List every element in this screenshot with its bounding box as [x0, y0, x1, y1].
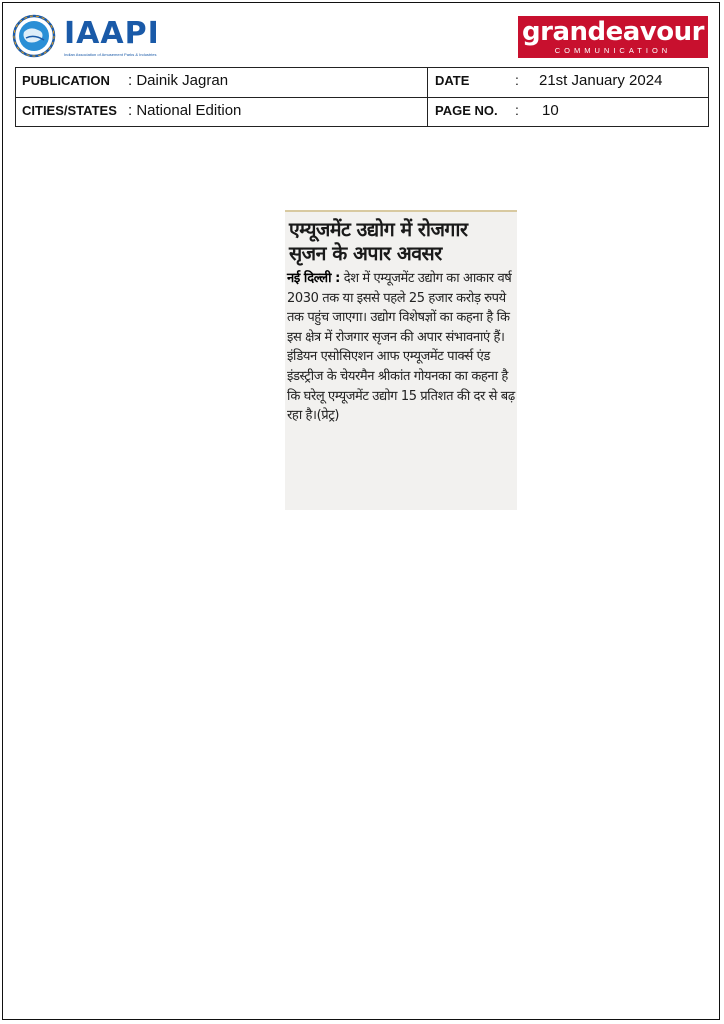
date-value: 21st January 2024	[539, 72, 663, 89]
iaapi-logo	[12, 14, 160, 58]
grandeavour-logo-text: grandeavour	[522, 17, 704, 47]
publication-label: PUBLICATION	[22, 73, 110, 88]
article-dateline: नई दिल्ली :	[287, 271, 340, 286]
globe-emblem-icon	[12, 14, 56, 58]
page-border	[2, 2, 720, 1020]
article-body	[287, 269, 515, 426]
publication-info-table	[15, 67, 709, 127]
cities-label: CITIES/STATES	[22, 103, 117, 118]
publication-value: : Dainik Jagran	[128, 72, 229, 89]
clipping-top-rule	[285, 210, 517, 212]
iaapi-logo-text: IAAPI	[64, 16, 160, 51]
grandeavour-logo-subtitle: COMMUNICATION	[554, 46, 672, 55]
article-credit: (प्रेट्र)	[316, 408, 340, 424]
news-clipping	[285, 210, 517, 510]
article-headline: एम्यूजमेंट उद्योग में रोजगार सृजन के अपार अवसर	[289, 218, 468, 265]
page-label: PAGE NO.	[435, 103, 498, 118]
date-colon: :	[515, 72, 519, 88]
page-value: 10	[542, 102, 559, 119]
grandeavour-logo	[518, 16, 708, 58]
table-divider-horizontal	[16, 97, 708, 98]
date-label: DATE	[435, 73, 470, 88]
cities-value: : National Edition	[128, 102, 242, 119]
article-body-text: देश में एम्यूजमेंट उद्योग का आकार वर्ष 2030 तक या इससे पहले 25 हजार करोड़ रुपये तक पहुंच जाएगा। उद्योग विशेषज्ञों का कहना है कि इस क्षेत्र में रोजगार सृजन की अपार संभावनाएं हैं। इंडियन एसोसिएशन आफ एम्यूजमेंट पार्क्स एंड इंडस्ट्रीज के चेयरमैन श्रीकांत गोयनका का कहना है कि घरेलू एम्यूजमेंट उद्योग 15 प्रतिशत की दर से बढ़ रहा है।	[287, 271, 515, 424]
page-colon: :	[515, 102, 519, 118]
iaapi-logo-subtitle: Indian Association of Amusement Parks & Industries	[64, 52, 157, 57]
